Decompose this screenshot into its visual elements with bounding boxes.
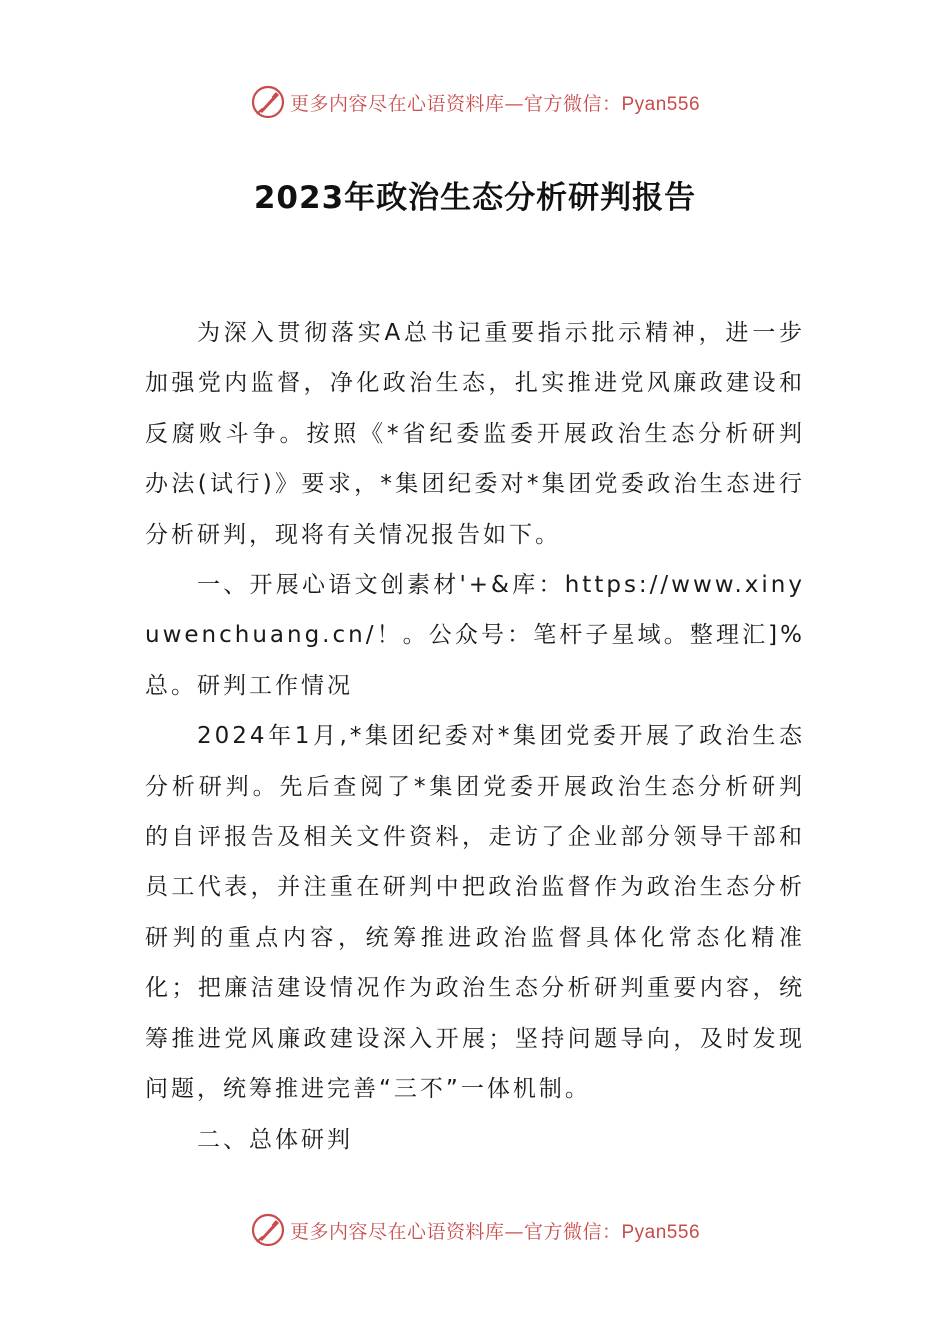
wechat-id: Pyan556 xyxy=(621,93,701,115)
document-title: 2023年政治生态分析研判报告 xyxy=(253,180,697,216)
quill-pen-logo-icon xyxy=(250,84,286,120)
watermark-text: 更多内容尽在心语资料库—官方微信：Pyan556 xyxy=(289,1220,701,1243)
paragraph: 为深入贯彻落实A总书记重要指示批示精神，进一步加强党内监督，净化政治生态，扎实推进党风廉政建设和反腐败斗争。按照《*省纪委监委开展政治生态分析研判办法(试行)》要求，*集团纪委对*集团党委政治生态进行分析研判，现将有关情况报告如下。 xyxy=(145,320,805,548)
document-body xyxy=(145,308,805,1165)
header-watermark-banner xyxy=(0,82,950,122)
section-heading: 二、总体研判 xyxy=(197,1126,353,1153)
paragraph: 2024年1月,*集团纪委对*集团党委开展了政治生态分析研判。先后查阅了*集团党委开展政治生态分析研判的自评报告及相关文件资料，走访了企业部分领导干部和员工代表，并注重在研判中把政治监督作为政治生态分析研判的重点内容，统筹推进政治监督具体化常态化精准化；把廉洁建设情况作为政治生态分析研判重要内容，统筹推进党风廉政建设深入开展；坚持问题导向，及时发现问题，统筹推进完善“三不”一体机制。 xyxy=(145,723,805,1103)
wechat-id: Pyan556 xyxy=(621,1221,701,1243)
quill-pen-logo-icon xyxy=(250,1212,286,1248)
footer-watermark-banner xyxy=(0,1210,950,1250)
paragraph: 一、开展心语文创素材'+&库：https://www.xinyuwenchuang.cn/！。公众号：笔杆子星域。整理汇]%总。研判工作情况 xyxy=(145,572,805,699)
watermark-text: 更多内容尽在心语资料库—官方微信：Pyan556 xyxy=(289,92,701,115)
